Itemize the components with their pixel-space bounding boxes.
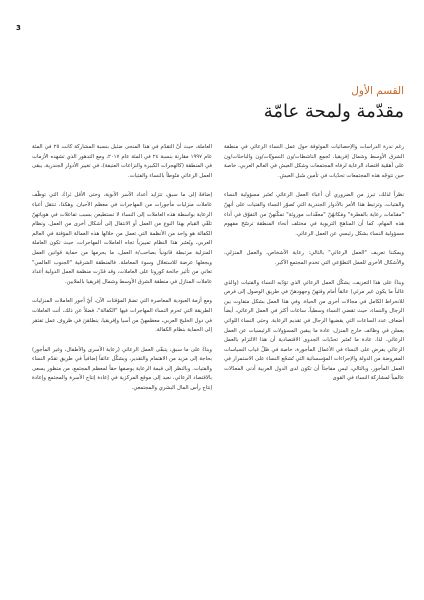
paragraph: إضافةً إلى ما سبق، تتزايد أعداد الأسر الأبوية، وحتى الأقل ثراءً، التي توظّف عاملات منزليات مأجورات من المهاجرات في معظم الأحيان. وهكذا، تنتقل أعباء الرعاية بواسطة هذه العاملات إلى النساء لا تستطيعن بسبب تفاعلات في هوياتهنّ تلقّي القيام بهذا النوع من العمل أو الانتقال إلى أشكال أخرى من العمل. ونظام الكفالة هو واحد من الأنظمة التي تعمل من خلالها هذه العمالة المؤقتة في العالم العربي، ويُعتَبر هذا النظام تمييزياً تجاه العاملات المهاجرات، حيث تكون العاملة المنزلية مرتبطة قانونياً بصاحب/ة العمل، ما يحرمها من حماية قوانين العمل ويجعلها عرضة للاستغلال وسوء المعاملة. فالمنطقة الشرقية "الجنوب العالمي" تعاني من تأثير جائحة كورونا على العاملات، وقد قدّرت منظمة العمل الدولية أعداد عاملات المنازل في منطقة الشرق الأوسط وشمال إفريقيا بالملايين.: [32, 192, 212, 285]
page-title: مقدّمة ولمحة عامّة: [263, 101, 404, 122]
page-number: 3: [16, 24, 21, 32]
paragraph: العاملة، حيث أنّ التقدّم في هذا المنحى ضئيل بنسبة المشاركة كانت ٢٥ في المئة عام ١٩٩٧ مقارنة بنسبة ٢٤ في المئة عام ٢٠١٧، ومع التدهور الذي تشهده الأزمات في المنطقة (كالهجرات الكبيرة والنزاعات العنيفة)، في تغيير الأدوار الجندرية، يبقى العمل الرعائي مَنُوطاً بالنساء والفتيات.: [32, 144, 212, 179]
section-header: [264, 84, 404, 124]
paragraph: نظراً لذلك، تبرز من الضروري أن أعباء العمل الرعائي تُعتَبر مسؤولية النساء والفتيات، وترتبط هذا الأمر بالأدوار الجندرية التي تُصوّر النساء والفتيات على أنهنّ "مقدّمات رعاية بالفطرة" ومَكانهُنّ "معقّدات موروثة" تمكّنهنّ من التفوّق في أداء هذه المهام، كما أن المناهج التربوية في مختلف أنحاء المنطقة ترسّخ مفهوم مسؤولية النساء بشكل رئيسي عن العمل الرعائي.: [224, 192, 404, 237]
text-column-left: [32, 143, 212, 404]
paragraph: ويمكننا تعريف "العمل الرعائي" بالتالي: رعاية الأشخاص، والعمل المنزلي، والأشكال الأخرى للعمل التطوّعي التي تخدم المجتمع الأكبر.: [224, 250, 404, 266]
section-label: القسم الأول: [351, 85, 404, 97]
paragraph: ومع أزمة العبودية المعاصرة التي تضمّ المؤقتات الآن، أيّ أجور العاملات المنزليات الطريقة التي تَحرم النساء المهاجرات فيها "الكفالة"، فضلاً عن ذلك، أتت العاملات في دول الخليج العربي، معظمهنّ من آسيا وإفريقيا، ينطلقنَ في ظروف عمل تفتقر إلى الحماية بنظام الكفالة.: [32, 298, 212, 334]
paragraph: وبناءً على ما سبق، يتبقّى العمل الرعائي (رعاية الأسرى والأطفال، وغير المأجور) بحاجة إلى مزيد من الاهتمام والتقدير، ويشكّل عائقاً إضافياً في طريق تقدّم النساء والفتيات. وبالنظر إلى قيمة الرعاية بوصفها حقاً لمعظم المجتمع، من منظور يسعى بالاقتصاد الرعائي، نعيد إلى موقع المركزية في إعادة إنتاج الأسرة والمجتمع وإعادة إنتاج رأس المال البشري والمجتمعي.: [32, 346, 212, 392]
paragraph: رغم ندرة الدراسات والإحصائيات الموثوقة حول عمل النساء الرعائي في منطقة الشرق الأوسط وشمال إفريقيا، تُجمِع الناشطات/ون النسويّات/ون والباحثات/ون على أهمّية اقتصاد الرعاية لرفاه المجتمعات وشكل العيش في العالم العربي، خاصة حين نتوجّه هذه المجتمعات تحدّيات في تأمين سُبل العيش.: [224, 144, 404, 179]
paragraph: وبناءً على هذا التعريف، يشكّل العمل الرعائي الذي تؤدّيه النساء والفتيات (والذي غالباً ما يكون غير مرئي) عائقاً أمام وقتهنّ وجهودهنّ في طريق الوصول إلى فرص للانخراط الكامل في مجالات أخرى من الحياة. وفي هذا العمل بشكل متفاوت بين الرجال والنساء، حيث تقضي النساء وسطياً، ساعات أكثر في العمل الرعائي، أيضاً أضعاف عدد الساعات التي يقضيها الرجال في تقديم الرعاية. وحتى النساء اللواتي يعملن في وظائف خارج المنزل، عادة ما يبقين المسؤولات الرئيسيات عن العمل الرعائي. لذا، عادة ما تُعتَبر تحدّيات الجدوى الاقتصادية أن هذا الالتزام بالعمل الرعائي يفرض على النساء في الأعمال المأجورة، خاصة في ظلّ غياب السياسات المفروضة من الدولة والإجراءات المؤسساتية التي تُشجّع النساء على الاستمرار في العمل المأجور، وبالتالي، ليس مفاجئاً أن تكون لدى الدول العربية أدنى المعدّلات عالمياً لمشاركة النساء في القوى: [224, 279, 404, 382]
text-column-right: [224, 143, 404, 394]
